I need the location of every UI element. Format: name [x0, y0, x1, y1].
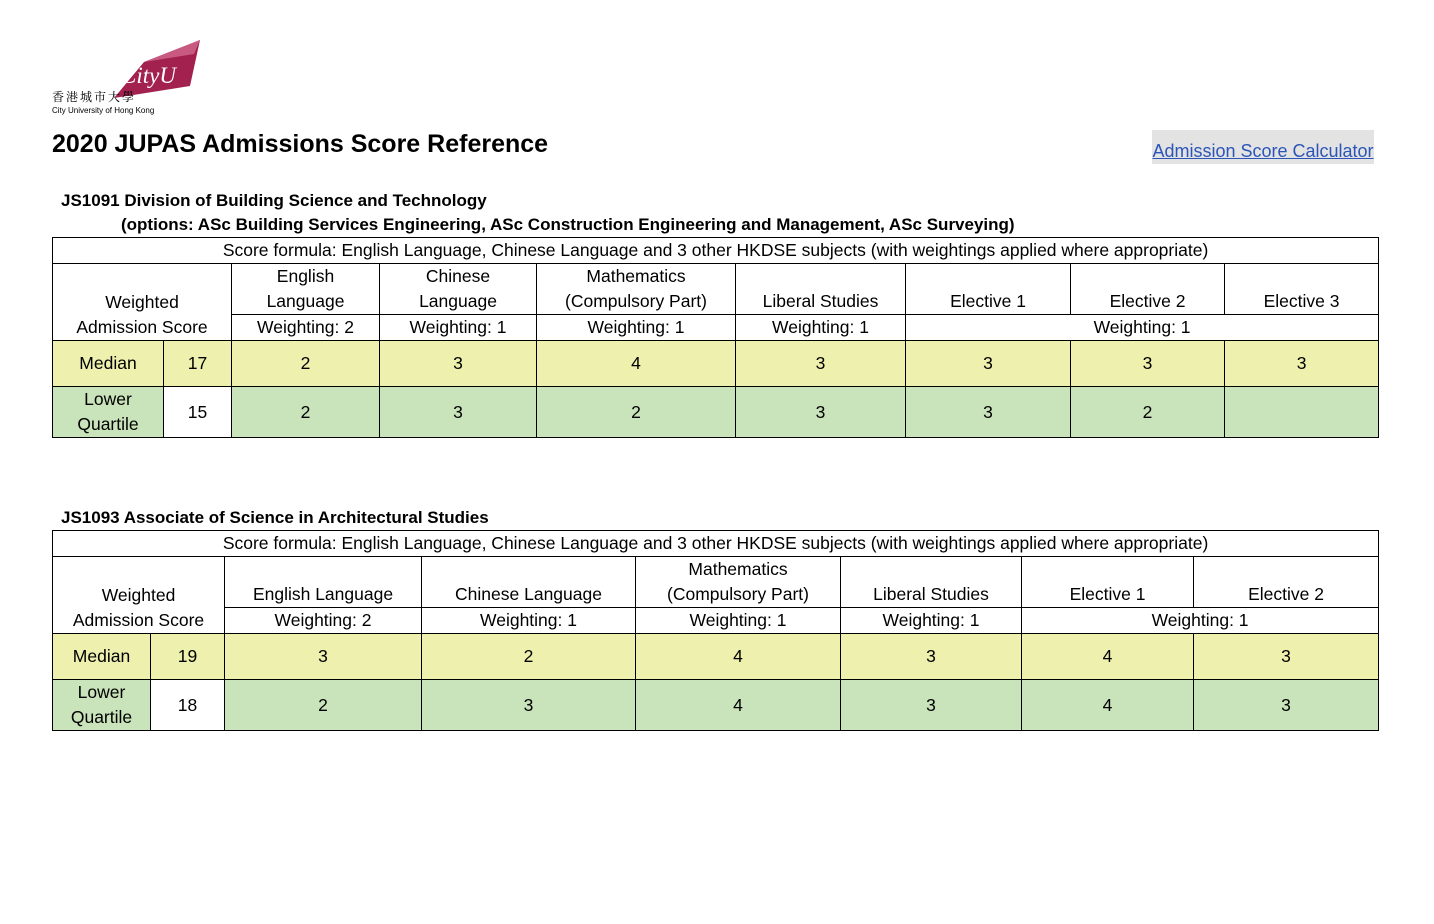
- programme-1-options: (options: ASc Building Services Engineering, ASc Construction Engineering and Management, ASc Surveying): [121, 215, 1015, 234]
- lq-liberal-studies: 3: [841, 680, 1022, 731]
- lq-mathematics: 2: [537, 387, 736, 438]
- weighting-electives: Weighting: 1: [1022, 608, 1379, 634]
- lq-liberal-studies: 3: [736, 387, 906, 438]
- page-title: 2020 JUPAS Admissions Score Reference: [52, 130, 549, 158]
- lq-elective-1: 3: [906, 387, 1071, 438]
- subject-header-elective-1: Elective 1: [1022, 557, 1194, 608]
- subject-header-elective-2: Elective 2: [1194, 557, 1379, 608]
- median-liberal-studies: 3: [841, 634, 1022, 680]
- median-chinese: 3: [380, 341, 537, 387]
- weighted-score-header: [53, 264, 232, 341]
- programme-2-score-table: [52, 530, 1379, 731]
- score-formula: Score formula: English Language, Chinese Language and 3 other HKDSE subjects (with weightings applied where appropriate): [53, 238, 1379, 264]
- subject-header-elective-1: Elective 1: [906, 264, 1071, 315]
- weighting-liberal-studies: Weighting: 1: [841, 608, 1022, 634]
- lq-elective-2: 2: [1071, 387, 1225, 438]
- lq-chinese: 3: [380, 387, 537, 438]
- median-elective-3: 3: [1225, 341, 1379, 387]
- weighted-score-header-line1: Weighted: [101, 584, 176, 605]
- median-mathematics: 4: [636, 634, 841, 680]
- subject-header-english: English Language: [225, 557, 422, 608]
- lq-elective-1: 4: [1022, 680, 1194, 731]
- lower-quartile-score: 15: [164, 387, 232, 438]
- median-row: [53, 341, 1379, 387]
- subject-header-english: English Language: [232, 264, 380, 315]
- median-elective-2: 3: [1071, 341, 1225, 387]
- lq-english: 2: [225, 680, 422, 731]
- weighting-mathematics: Weighting: 1: [636, 608, 841, 634]
- subject-header-elective-2: Elective 2: [1071, 264, 1225, 315]
- lq-elective-3: [1225, 387, 1379, 438]
- median-english: 2: [232, 341, 380, 387]
- weighted-score-header: [53, 557, 225, 634]
- median-row: [53, 634, 1379, 680]
- subject-header-liberal-studies: Liberal Studies: [841, 557, 1022, 608]
- lq-chinese: 3: [422, 680, 636, 731]
- lower-quartile-label: Lower Quartile: [53, 680, 151, 731]
- weighted-score-header-line2: Admission Score: [76, 316, 208, 337]
- median-chinese: 2: [422, 634, 636, 680]
- logo-name-zh: 香港城市大學: [52, 90, 137, 104]
- weighting-liberal-studies: Weighting: 1: [736, 315, 906, 341]
- median-score: 17: [164, 341, 232, 387]
- median-elective-1: 4: [1022, 634, 1194, 680]
- lower-quartile-label: Lower Quartile: [53, 387, 164, 438]
- weighting-electives: Weighting: 1: [906, 315, 1379, 341]
- score-formula: Score formula: English Language, Chinese Language and 3 other HKDSE subjects (with weightings applied where appropriate): [53, 531, 1379, 557]
- median-score: 19: [151, 634, 225, 680]
- median-liberal-studies: 3: [736, 341, 906, 387]
- admission-score-calculator-link[interactable]: Admission Score Calculator: [1152, 130, 1374, 164]
- weighting-chinese: Weighting: 1: [380, 315, 537, 341]
- lower-quartile-score: 18: [151, 680, 225, 731]
- median-mathematics: 4: [537, 341, 736, 387]
- programme-1-score-table: [52, 237, 1379, 438]
- weighted-score-header-line2: Admission Score: [72, 609, 205, 630]
- logo-mark-text: CityU: [121, 63, 176, 88]
- programme-2-title: JS1093 Associate of Science in Architectural Studies: [61, 508, 489, 527]
- lq-english: 2: [232, 387, 380, 438]
- programme-1-title: JS1091 Division of Building Science and Technology: [61, 191, 487, 210]
- subject-header-chinese: Chinese Language: [380, 264, 537, 315]
- weighting-english: Weighting: 2: [232, 315, 380, 341]
- median-elective-1: 3: [906, 341, 1071, 387]
- subject-header-chinese: Chinese Language: [422, 557, 636, 608]
- weighting-chinese: Weighting: 1: [422, 608, 636, 634]
- cityu-logo: [52, 40, 212, 120]
- subject-header-liberal-studies: Liberal Studies: [736, 264, 906, 315]
- weighted-score-header-line1: Weighted: [105, 291, 179, 312]
- weighting-mathematics: Weighting: 1: [537, 315, 736, 341]
- subject-header-mathematics: Mathematics (Compulsory Part): [636, 557, 841, 608]
- lower-quartile-row: [53, 680, 1379, 731]
- median-english: 3: [225, 634, 422, 680]
- logo-name-en: City University of Hong Kong: [52, 106, 155, 115]
- median-label: Median: [53, 634, 151, 680]
- lower-quartile-row: [53, 387, 1379, 438]
- weighting-english: Weighting: 2: [225, 608, 422, 634]
- median-elective-2: 3: [1194, 634, 1379, 680]
- median-label: Median: [53, 341, 164, 387]
- lq-mathematics: 4: [636, 680, 841, 731]
- subject-header-mathematics: Mathematics (Compulsory Part): [537, 264, 736, 315]
- subject-header-elective-3: Elective 3: [1225, 264, 1379, 315]
- lq-elective-2: 3: [1194, 680, 1379, 731]
